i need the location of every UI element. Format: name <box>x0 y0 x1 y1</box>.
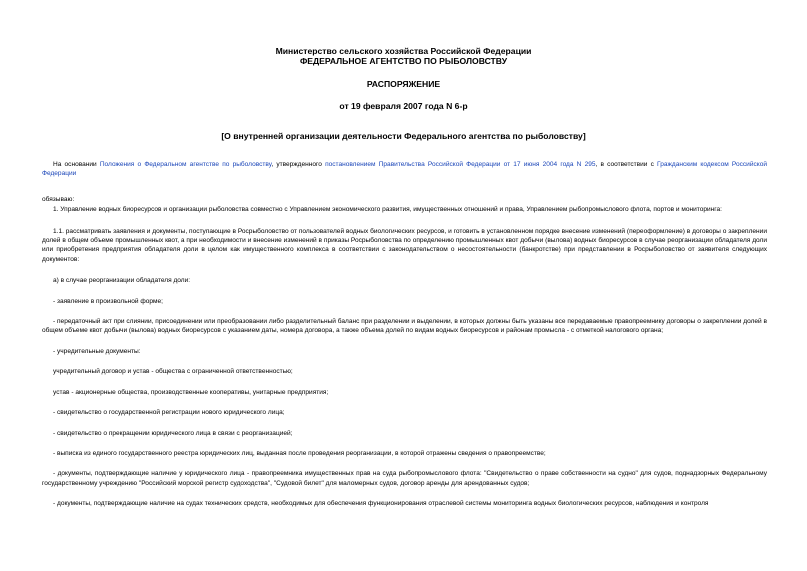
link-government-decree[interactable]: постановлением Правительства Российской Федерации от 17 июня 2004 года N 295 <box>325 161 596 168</box>
document-title: [О внутренней организации деятельности Федерального агентства по рыболовству] <box>221 131 586 141</box>
paragraph-1: 1. Управление водных биоресурсов и организации рыболовства совместно с Управлением экономического развития, имущественных отношений и права, Управлением рыбопромыслового флота, портов и мониторинга: <box>53 206 722 214</box>
document-type-heading: РАСПОРЯЖЕНИЕ <box>366 79 441 89</box>
agency-heading: ФЕДЕРАЛЬНОЕ АГЕНТСТВО ПО РЫБОЛОВСТВУ <box>299 56 508 66</box>
list-item: - заявление в произвольной форме; <box>53 297 163 305</box>
list-item: - свидетельство о государственной регистрации нового юридического лица; <box>53 409 285 417</box>
paragraph-1-1: 1.1. рассматривать заявления и документы, поступающие в Росрыболовство от пользователей водных биологических ресурсов, и готовить в установленном порядке внесение изменений (переоформление) в договоры о закреплении долей в общем объеме промышленных квот, а при необходимости и внесение изменений в приказы Росрыболовства по определению промышленных квот добычи (вылова) водных биоресурсов в случае реорганизации обладателя доли или приобретения предприятия обладателя доли в целом как имущественного комплекса в соответствии с законодательством о несостоятельности (банкротстве) при представлении в Росрыболовство от заявителя следующих документов: <box>42 227 767 263</box>
list-item: - документы, подтверждающие наличие у юридического лица - правопреемника имущественных прав на суда рыбопромыслового флота: "Свидетельство о праве собственности на судно" для судов, поднадзорных Федеральному государственному учреждению "Российский морской регистр судоходства", "Судовой билет" для маломерных судов, договор аренды для арендованных судов; <box>42 470 767 487</box>
list-item: - передаточный акт при слиянии, присоединении или преобразовании либо разделительный баланс при разделении и выделении, в которых должны быть указаны все передаваемые правопреемнику договоры о закреплении долей в общем объеме квот добычи (вылова) водных биоресурсов с указанием даты, номера договора, а также объема долей по видам водных биоресурсов и районам промысла - с отметкой налогового органа; <box>42 318 767 335</box>
paragraph-a: а) в случае реорганизации обладателя доли: <box>53 277 191 285</box>
preamble-text-1: На основании <box>53 161 100 168</box>
link-civil-code[interactable]: Гражданским кодексом Российской Федерации <box>42 161 767 178</box>
list-item: - документы, подтверждающие наличие на судах технических средств, необходимых для обеспечения функционирования отраслевой системы мониторинга водных биологических ресурсов, наблюдения и контроля <box>53 500 709 508</box>
link-regulation[interactable]: Положения о Федеральном агентстве по рыболовству <box>99 161 272 168</box>
preamble-paragraph <box>42 160 767 179</box>
list-item: учредительный договор и устав - общества с ограниченной ответственностью; <box>53 368 293 376</box>
list-item: - учредительные документы: <box>53 347 141 355</box>
date-number-heading: от 19 февраля 2007 года N 6-р <box>339 101 468 111</box>
preamble-text-3: , в соответствии с <box>595 161 658 168</box>
obligate-paragraph: обязываю: <box>42 195 75 203</box>
list-item: устав - акционерные общества, производственные кооперативы, унитарные предприятия; <box>53 388 329 396</box>
list-item: - свидетельство о прекращении юридического лица в связи с реорганизацией; <box>53 429 293 437</box>
ministry-heading: Министерство сельского хозяйства Российской Федерации <box>275 46 532 56</box>
preamble-text-2: , утвержденного <box>271 161 326 168</box>
document-body <box>42 160 767 519</box>
list-item: - выписка из единого государственного реестра юридических лиц, выданная после проведения реорганизации, в которой отражены сведения о правопреемстве; <box>53 449 546 457</box>
